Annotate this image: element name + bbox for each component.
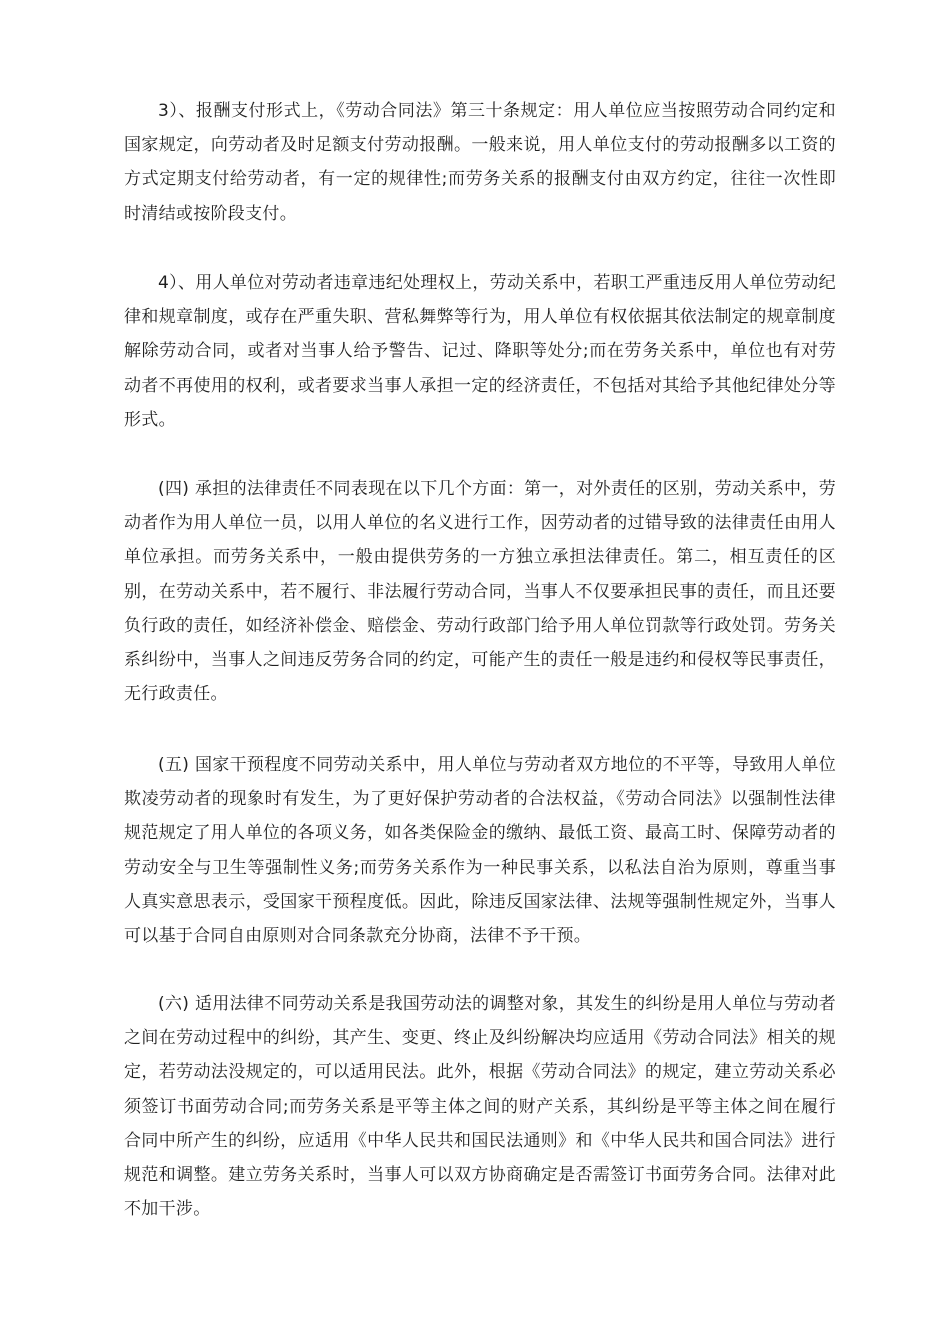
paragraph-payment-form: 3）、报酬支付形式上，《劳动合同法》第三十条规定：用人单位应当按照劳动合同约定和国家规定，向劳动者及时足额支付劳动报酬。一般来说，用人单位支付的劳动报酬多以工资的方式定期支付给劳动者，有一定的规律性;而劳务关系的报酬支付由双方约定，往往一次性即时清结或按阶段支付。	[124, 101, 836, 224]
paragraph-applicable-law: (六) 适用法律不同劳动关系是我国劳动法的调整对象，其发生的纠纷是用人单位与劳动者之间在劳动过程中的纠纷，其产生、变更、终止及纠纷解决均应适用《劳动合同法》相关的规定，若劳动法没规定的，可以适用民法。此外，根据《劳动合同法》的规定，建立劳动关系必须签订书面劳动合同;而劳务关系是平等主体之间的财产关系，其纠纷是平等主体之间在履行合同中所产生的纠纷，应适用《中华人民共和国民法通则》和《中华人民共和国合同法》进行规范和调整。建立劳务关系时，当事人可以双方协商确定是否需签订书面劳务合同。法律对此不加干涉。	[124, 994, 836, 1220]
paragraph-state-intervention: (五) 国家干预程度不同劳动关系中，用人单位与劳动者双方地位的不平等，导致用人单位欺凌劳动者的现象时有发生，为了更好保护劳动者的合法权益，《劳动合同法》以强制性法律规范规定了用人单位的各项义务，如各类保险金的缴纳、最低工资、最高工时、保障劳动者的劳动安全与卫生等强制性义务;而劳务关系作为一种民事关系，以私法自治为原则，尊重当事人真实意思表示，受国家干预程度低。因此，除违反国家法律、法规等强制性规定外，当事人可以基于合同自由原则对合同条款充分协商，法律不予干预。	[124, 755, 836, 947]
paragraph-legal-liability: (四) 承担的法律责任不同表现在以下几个方面：第一，对外责任的区别，劳动关系中，劳动者作为用人单位一员，以用人单位的名义进行工作，因劳动者的过错导致的法律责任由用人单位承担。而劳务关系中，一般由提供劳务的一方独立承担法律责任。第二，相互责任的区别，在劳动关系中，若不履行、非法履行劳动合同，当事人不仅要承担民事的责任，而且还要负行政的责任，如经济补偿金、赔偿金、劳动行政部门给予用人单位罚款等行政处罚。劳务关系纠纷中，当事人之间违反劳务合同的约定，可能产生的责任一般是违约和侵权等民事责任，无行政责任。	[124, 479, 836, 705]
paragraph-disciplinary-authority: 4）、用人单位对劳动者违章违纪处理权上，劳动关系中，若职工严重违反用人单位劳动纪律和规章制度，或存在严重失职、营私舞弊等行为，用人单位有权依据其依法制定的规章制度解除劳动合同，或者对当事人给予警告、记过、降职等处分;而在劳务关系中，单位也有对劳动者不再使用的权利，或者要求当事人承担一定的经济责任，不包括对其给予其他纪律处分等形式。	[124, 273, 836, 430]
